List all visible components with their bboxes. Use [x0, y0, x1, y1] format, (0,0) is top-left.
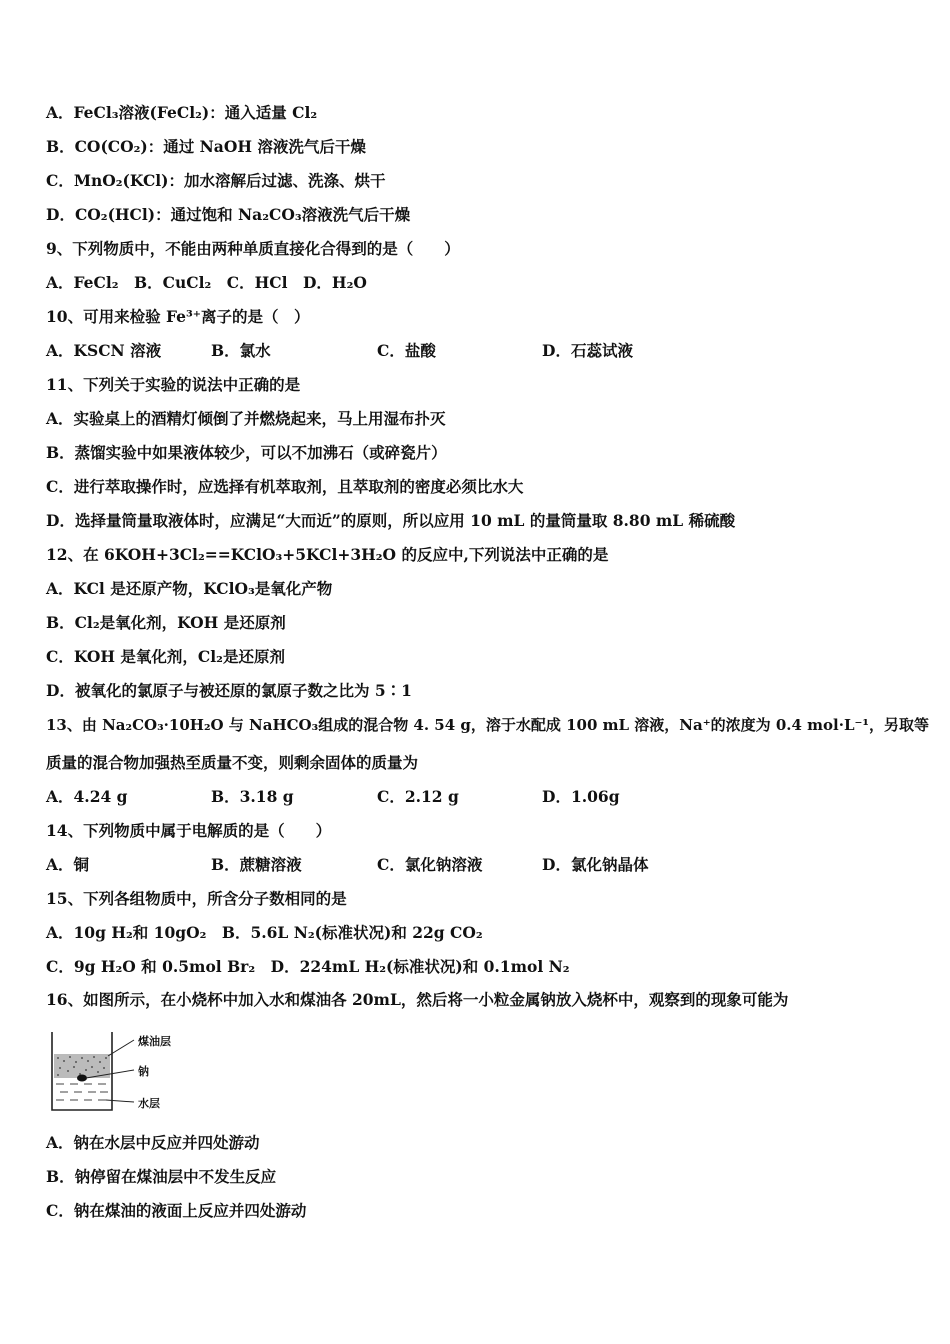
q11-option-b: B．蒸馏实验中如果液体较少，可以不加沸石（或碎瓷片） [46, 443, 447, 462]
sodium-piece [77, 1075, 87, 1082]
q16-option-c: C．钠在煤油的液面上反应并四处游动 [46, 1201, 307, 1220]
q15-options-line2: C．9g H₂O 和 0.5mol Br₂ D．224mL H₂(标准状况)和 0.1mol N₂ [46, 957, 570, 976]
q12-option-b: B．Cl₂是氧化剂，KOH 是还原剂 [46, 613, 286, 632]
q11-option-a: A．实验桌上的酒精灯倾倒了并燃烧起来，马上用湿布扑灭 [46, 409, 446, 428]
q12-stem: 12、在 6KOH+3Cl₂==KClO₃+5KCl+3H₂O 的反应中,下列说法中正确的是 [46, 545, 609, 564]
q11-option-d: D．选择量筒量取液体时，应满足“大而近”的原则，所以应用 10 mL 的量筒量取 8.80 mL 稀硫酸 [46, 511, 736, 530]
q16-stem: 16、如图所示，在小烧杯中加入水和煤油各 20mL，然后将一小粒金属钠放入烧杯中，观察到的现象可能为 [46, 990, 789, 1009]
q10-option-b: B．氯水 [211, 341, 271, 360]
q14-option-d: D．氯化钠晶体 [542, 855, 649, 874]
q10-option-d: D．石蕊试液 [542, 341, 633, 360]
q13-option-c: C．2.12 g [377, 787, 459, 806]
q9-options: A．FeCl₂ B．CuCl₂ C．HCl D．H₂O [46, 273, 367, 292]
q16-option-a: A．钠在水层中反应并四处游动 [46, 1133, 260, 1152]
q15-options-line1: A．10g H₂和 10gO₂ B．5.6L N₂(标准状况)和 22g CO₂ [46, 923, 483, 942]
q8-option-c: C．MnO₂(KCl)：加水溶解后过滤、洗涤、烘干 [46, 171, 386, 190]
q14-option-b: B．蔗糖溶液 [211, 855, 302, 874]
label-kerosene-layer: 煤油层 [138, 1035, 171, 1048]
q14-option-c: C．氯化钠溶液 [377, 855, 483, 874]
q8-option-d: D．CO₂(HCl)：通过饱和 Na₂CO₃溶液洗气后干燥 [46, 205, 411, 224]
beaker-diagram [46, 1026, 226, 1116]
q8-option-b: B．CO(CO₂)：通过 NaOH 溶液洗气后干燥 [46, 137, 366, 156]
q16-option-b: B．钠停留在煤油层中不发生反应 [46, 1167, 277, 1186]
label-water-layer: 水层 [138, 1097, 160, 1110]
q14-option-a: A．铜 [46, 855, 90, 874]
q15-stem: 15、下列各组物质中，所含分子数相同的是 [46, 889, 347, 908]
water-layer [56, 1084, 108, 1100]
q13-option-a: A．4.24 g [46, 787, 128, 806]
q12-option-d: D．被氧化的氯原子与被还原的氯原子数之比为 5∶1 [46, 681, 412, 700]
label-sodium: 钠 [138, 1065, 149, 1078]
q12-option-c: C．KOH 是氧化剂，Cl₂是还原剂 [46, 647, 285, 666]
q10-option-c: C．盐酸 [377, 341, 436, 360]
q10-option-a: A．KSCN 溶液 [46, 341, 162, 360]
beaker-figure [46, 1026, 226, 1116]
q13-stem-line2: 质量的混合物加强热至质量不变，则剩余固体的质量为 [46, 753, 419, 772]
q8-option-a: A．FeCl₃溶液(FeCl₂)：通入适量 Cl₂ [46, 103, 318, 122]
q13-option-d: D．1.06g [542, 787, 620, 806]
q14-stem: 14、下列物质中属于电解质的是（ ） [46, 821, 332, 840]
q11-option-c: C．进行萃取操作时，应选择有机萃取剂，且萃取剂的密度必须比水大 [46, 477, 524, 496]
q11-stem: 11、下列关于实验的说法中正确的是 [46, 375, 301, 394]
q13-stem-line1: 13、由 Na₂CO₃·10H₂O 与 NaHCO₃组成的混合物 4. 54 g，溶于水配成 100 mL 溶液，Na⁺的浓度为 0.4 mol·L⁻¹，另取等 [46, 716, 930, 734]
pointer-water [106, 1100, 134, 1102]
q10-stem: 10、可用来检验 Fe³⁺离子的是（ ） [46, 307, 310, 326]
q13-option-b: B．3.18 g [211, 787, 294, 806]
q9-stem: 9、下列物质中，不能由两种单质直接化合得到的是（ ） [46, 239, 460, 258]
q12-option-a: A．KCl 是还原产物，KClO₃是氧化产物 [46, 579, 333, 598]
